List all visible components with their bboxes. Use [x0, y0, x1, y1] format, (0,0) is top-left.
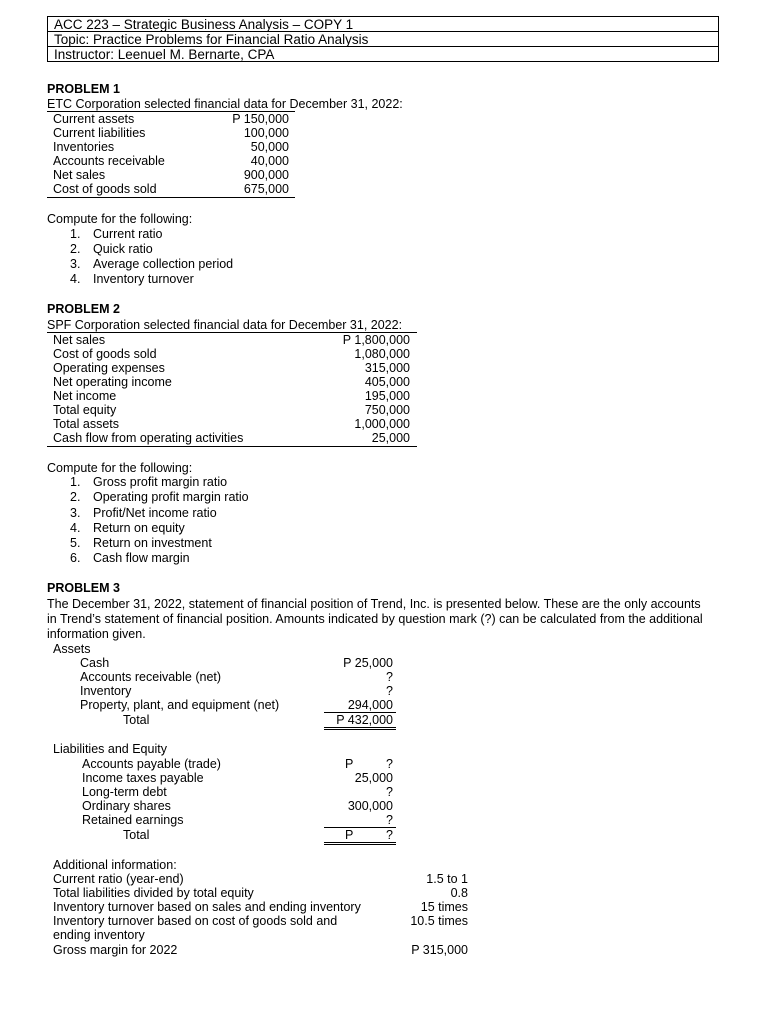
problem2-intro: SPF Corporation selected financial data for December 31, 2022: [47, 318, 403, 332]
problem3-title: PROBLEM 3 [47, 581, 120, 595]
p1-item: Average collection period [93, 257, 234, 271]
p1-row-label: Current liabilities [53, 126, 146, 140]
addl-label: Inventory turnover based on sales and ending inventory [53, 900, 361, 914]
p2-row-value: P 1,800,000 [342, 333, 410, 347]
p1-item: Quick ratio [93, 242, 153, 256]
le-total-value: ? [386, 828, 393, 842]
asset-value: ? [386, 670, 393, 684]
assets-total-label: Total [123, 713, 150, 727]
p1-row-label: Current assets [53, 112, 135, 126]
p2-row-label: Net operating income [53, 375, 172, 389]
p1-row-label: Net sales [53, 168, 106, 182]
p2-row-value: 315,000 [364, 361, 410, 375]
header-instructor: Instructor: Leenuel M. Bernarte, CPA [47, 46, 719, 62]
assets-total-value: P 432,000 [336, 713, 393, 727]
addl-label: Total liabilities divided by total equity [53, 886, 254, 900]
p1-row-value: 900,000 [243, 168, 289, 182]
problem1-intro: ETC Corporation selected financial data for December 31, 2022: [47, 97, 403, 111]
le-value: 300,000 [347, 799, 393, 813]
p1-row-value: 40,000 [250, 154, 289, 168]
problem1-title: PROBLEM 1 [47, 82, 120, 96]
le-value: ? [386, 785, 393, 799]
p2-row-value: 25,000 [371, 431, 410, 445]
p2-row-value: 750,000 [364, 403, 410, 417]
p1-row-value: P 150,000 [232, 112, 289, 126]
p1-row-value: 675,000 [243, 182, 289, 196]
p2-row-label: Cost of goods sold [53, 347, 157, 361]
asset-value: ? [386, 684, 393, 698]
p1-row-label: Inventories [53, 140, 115, 154]
le-total-currency: P [345, 828, 354, 842]
p2-row-label: Net income [53, 389, 117, 403]
p2-item: Cash flow margin [93, 551, 190, 565]
p2-row-label: Cash flow from operating activities [53, 431, 244, 445]
addl-value: 15 times [420, 900, 468, 914]
p2-row-label: Operating expenses [53, 361, 165, 375]
le-currency: P [345, 757, 354, 771]
asset-label: Cash [80, 656, 110, 670]
p2-item-number: 6. [70, 551, 81, 565]
le-total-double-rule [324, 844, 396, 845]
p1-item: Current ratio [93, 227, 163, 241]
le-label: Retained earnings [82, 813, 184, 827]
assets-heading: Assets [53, 642, 91, 656]
assets-total-double-rule [324, 727, 396, 728]
p2-item-number: 2. [70, 490, 81, 504]
header-course: ACC 223 – Strategic Business Analysis – COPY 1 [47, 16, 719, 31]
p2-item-number: 4. [70, 521, 81, 535]
p1-item-number: 3. [70, 257, 81, 271]
asset-label: Accounts receivable (net) [80, 670, 222, 684]
addl-label: Gross margin for 2022 [53, 943, 178, 957]
asset-value: P 25,000 [343, 656, 393, 670]
le-label: Long-term debt [82, 785, 167, 799]
additional-info-heading: Additional information: [53, 858, 177, 872]
p2-row-label: Total equity [53, 403, 117, 417]
addl-label: Inventory turnover based on cost of goods sold and [53, 914, 338, 928]
p2-row-value: 1,000,000 [354, 417, 410, 431]
p2-row-label: Net sales [53, 333, 106, 347]
p1-row-label: Cost of goods sold [53, 182, 157, 196]
p2-item-number: 3. [70, 506, 81, 520]
asset-value: 294,000 [347, 698, 393, 712]
p2-item-number: 1. [70, 475, 81, 489]
problem3-paragraph-line: information given. [47, 627, 146, 641]
p1-item-number: 2. [70, 242, 81, 256]
addl-value: 1.5 to 1 [426, 872, 468, 886]
p1-row-label: Accounts receivable [53, 154, 165, 168]
p1-item-number: 1. [70, 227, 81, 241]
p2-item: Return on equity [93, 521, 185, 535]
addl-label: ending inventory [53, 928, 145, 942]
p2-row-value: 1,080,000 [354, 347, 410, 361]
p2-row-label: Total assets [53, 417, 120, 431]
p1-item: Inventory turnover [93, 272, 194, 286]
addl-value: P 315,000 [411, 943, 468, 957]
p1-row-value: 50,000 [250, 140, 289, 154]
problem1-table-bottom-rule [47, 197, 295, 198]
p1-row-value: 100,000 [243, 126, 289, 140]
liabilities-equity-heading: Liabilities and Equity [53, 742, 167, 756]
addl-value: 0.8 [450, 886, 468, 900]
le-label: Ordinary shares [82, 799, 171, 813]
p2-item: Return on investment [93, 536, 212, 550]
problem2-compute-label: Compute for the following: [47, 461, 193, 475]
le-value: ? [386, 813, 393, 827]
problem3-paragraph-line: The December 31, 2022, statement of financial position of Trend, Inc. is presented below. These are the only accounts [47, 597, 701, 611]
problem2-table-bottom-rule [47, 446, 417, 447]
le-value: ? [386, 757, 393, 771]
assets-total-double-rule [324, 729, 396, 730]
asset-label: Property, plant, and equipment (net) [80, 698, 280, 712]
p2-item: Profit/Net income ratio [93, 506, 217, 520]
asset-label: Inventory [80, 684, 132, 698]
problem1-compute-label: Compute for the following: [47, 212, 193, 226]
p2-row-value: 405,000 [364, 375, 410, 389]
addl-value: 10.5 times [410, 914, 468, 928]
le-total-label: Total [123, 828, 150, 842]
p2-item: Operating profit margin ratio [93, 490, 249, 504]
p2-item-number: 5. [70, 536, 81, 550]
p1-item-number: 4. [70, 272, 81, 286]
problem3-paragraph-line: in Trend’s statement of financial position. Amounts indicated by question mark (?) can be calculated from the additional [47, 612, 703, 626]
le-label: Accounts payable (trade) [82, 757, 221, 771]
problem2-title: PROBLEM 2 [47, 302, 120, 316]
le-label: Income taxes payable [82, 771, 204, 785]
addl-label: Current ratio (year-end) [53, 872, 184, 886]
p2-row-value: 195,000 [364, 389, 410, 403]
header-topic: Topic: Practice Problems for Financial Ratio Analysis [47, 31, 719, 46]
p2-item: Gross profit margin ratio [93, 475, 228, 489]
le-total-double-rule [324, 842, 396, 843]
le-value: 25,000 [354, 771, 393, 785]
